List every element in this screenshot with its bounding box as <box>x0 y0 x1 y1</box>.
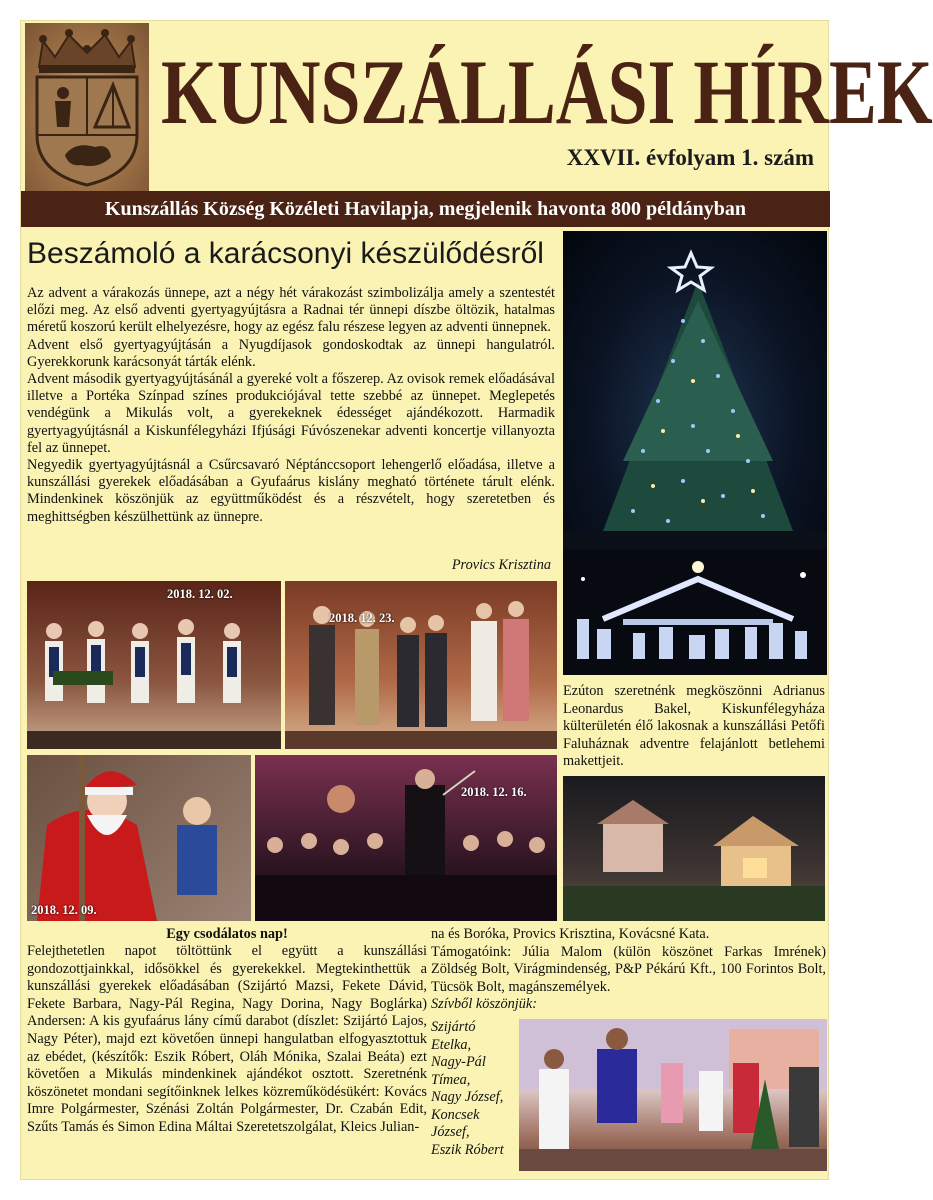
name-line: Koncsek <box>431 1106 480 1123</box>
subtitle-banner: Kunszállás Község Közéleti Havilapja, megjelenik havonta 800 példányban <box>21 191 830 227</box>
youth-wind-band-photo <box>255 755 557 921</box>
article-paragraph: Advent első gyertyagyújtásán a Nyugdíjasok gondoskodtak az ünnepi hangulatról. Gyerekkorunk karácsonyát tárták elénk. <box>27 336 555 370</box>
continuation-text: na és Boróka, Provics Krisztina, Kovácsné Kata. <box>431 926 710 942</box>
thanked-names-list <box>431 1019 517 1159</box>
newspaper-page <box>20 20 933 1180</box>
photo-date-label: 2018. 12. 23. <box>329 611 395 625</box>
article-author: Provics Krisztina <box>451 557 551 573</box>
photo-date-label: 2018. 12. 02. <box>167 587 233 601</box>
photo-date-label: 2018. 12. 09. <box>31 903 97 917</box>
article-headline: Beszámoló a karácsonyi készülődésről <box>27 237 544 270</box>
wonderful-day-body <box>27 943 427 1137</box>
name-line: Etelka, <box>431 1036 472 1053</box>
masthead-title: KUNSZÁLLÁSI HÍREK <box>161 41 933 143</box>
article-paragraph: Az advent a várakozás ünnepe, azt a négy hét várakozást szimbolizálja amely a szentestét előzi meg. Az első adventi gyertyagyújtásra a Radnai tér ünnepi díszbe öltözik, hatalmas méretű koszorú került elhelyezésre, hogy az egész falu részese legyen az adventi ünnepnek. <box>27 285 555 336</box>
christmas-tree-photo <box>563 231 827 549</box>
name-line: Nagy-Pál <box>431 1054 486 1070</box>
nativity-lights-photo <box>563 549 827 675</box>
name-line: Tímea, <box>431 1071 471 1088</box>
name-line: Eszik Róbert <box>431 1141 504 1158</box>
children-performance-photo <box>519 1019 827 1171</box>
article-body <box>27 285 555 526</box>
name-line: Szijártó <box>431 1019 476 1035</box>
heart-thanks-heading: Szívből köszönjük: <box>431 996 538 1013</box>
article-paragraph: Advent második gyertyagyújtásánál a gyereké volt a főszerep. Az ovisok remek előadásával illetve a Portéka Színpad színes produkciójával tette szebbé az ünnepet. Meglepetés vendégünk a Mikulás volt, a gyerekeknek édességet ajándékozott. Harmadik gyertyagyújtásnál a Kiskunfélegyházi Ifjúsági Fúvószenekar adventi koncertje villanyozta fel az ünnepet. <box>27 371 555 456</box>
photo-date-label: 2018. 12. 16. <box>461 785 527 799</box>
name-line: József, <box>431 1124 470 1140</box>
wonderful-day-headline: Egy csodálatos nap! <box>166 926 288 942</box>
article-paragraph: Negyedik gyertyagyújtásnál a Csűrcsavaró Néptánccsoport lehengerlő előadása, illetve a kunszállási gyerekek előadásában a Gyufaárus kislány megható története tárult elénk. Mindenkinek köszönjük az együttműködést és a részvételt, hogy szeretetben és meghittségben készülhettünk az ünnepre. <box>27 457 555 525</box>
volume-issue: XXVII. évfolyam 1. szám <box>566 145 814 170</box>
wonderful-day-paragraph: Felejthetetlen napot töltöttünk el együtt a kunszállási gondozottjainkkal, idősökkel és gyerekekkel. Megtekinthettük a kunszállási gyerekek előadásában (Szijártó Mazsi, Fekete Dávid, Fekete Barbara, Nagy-Pál Regina, Nagy Dorina, Nagy Boglárka) Andersen: A kis gyufaárus lány című darabot (díszlet: Szijártó Lajos, Nagy Péter), majd ezt követően ünnepi hangulatban elfogyasztottuk az ebédet, (készítők: Eszik Róbert, Oláh Mónika, Szalai Beáta) ezt követően a Mikulás mindenkinek ajándékot osztott. Szeretnénk köszönetet mondani segítőinknek lelkes közreműködésükért: Kovács Imre Polgármester, Szénási Zoltán Polgármester, Dr. Czabán Edit, Szűts Tamás és Simon Edina Máltai Szeretetszolgálat, Kleics Julian- <box>27 943 427 1135</box>
nativity-model-photo <box>563 776 825 921</box>
thanks-note: Ezúton szeretnénk megköszönni Adrianus Leonardus Bakel, Kiskunfélegyháza külterületén élő lakosnak a kunszállási Petőfi Faluháznak adventre felajánlott betlehemi makettjeit. <box>563 683 825 769</box>
santa-claus-photo <box>27 755 251 921</box>
seniors-choir-photo <box>27 581 281 749</box>
sponsors-text: Támogatóink: Júlia Malom (külön köszönet Farkas Imrének) Zöldség Bolt, Virágmindenség, P&P Pékárú Kft., 100 Forintos Bolt, Tücsök Bolt, magánszemélyek. <box>431 943 826 995</box>
nativity-play-photo <box>285 581 557 749</box>
wonderful-day-continuation <box>431 926 826 1014</box>
name-line: Nagy József, <box>431 1089 504 1105</box>
coat-of-arms-logo <box>25 23 149 191</box>
